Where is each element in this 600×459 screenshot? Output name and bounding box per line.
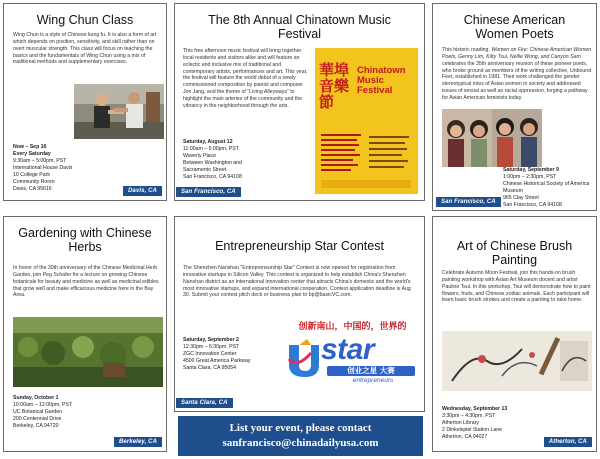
event-title: The 8th Annual Chinatown Music Festival (208, 13, 391, 41)
event-address: Sacramento Street (183, 166, 227, 173)
event-time: 3:30pm – 4:30pm, PST (442, 412, 496, 419)
event-address: 4500 Great America Parkway (183, 357, 251, 364)
event-description: This free afternoon music festival will bring together local residents and visitors alike and will feature an eclectic and inclusive mix of traditional and contemporary artists, performances and art. This year, the festival will feature the world debut of a newly commissioned composition by pianist and composer Jon Jang, and the theme of "Living Alleyways" to highlight the main arteries of the community and the vibrancy in the neighborhood through the arts. (183, 48, 308, 109)
event-address: Davis, CA 95616 (13, 185, 52, 192)
event-venue: Chinese Historical Society of America Museum (503, 180, 590, 194)
poets-photo-collage (442, 109, 542, 167)
event-card-chinatown-festival (174, 3, 425, 201)
herb-garden-photo (13, 317, 163, 387)
event-time: 12:30pm – 6:30pm, PST (183, 343, 240, 350)
city-tag: Atherton, CA (544, 437, 592, 447)
event-title: Entrepreneurship Star Contest (215, 239, 384, 253)
event-venue: ZGC Innovation Center (183, 350, 237, 357)
event-time: 1:00pm – 2:30pm, PST (503, 173, 557, 180)
city-tag: Berkeley, CA (114, 437, 162, 447)
event-venue: International House Davis (13, 164, 73, 171)
contact-line: List your event, please contact (229, 422, 372, 434)
event-title: Art of Chinese Brush Painting (456, 239, 573, 267)
logo-chinese-subtitle: 创业之星 大赛 (327, 366, 415, 376)
logo-star-word: star (321, 333, 375, 366)
city-tag: Davis, CA (123, 186, 162, 196)
event-card-entrepreneurship (174, 216, 425, 412)
event-schedule (503, 167, 595, 209)
event-address: Atherton, CA 94027 (442, 433, 488, 440)
event-description: In honor of the 30th anniversary of the Chinese Medicinal Herb Garden, join Peg Schafer for a lecture on growing Chinese botanicals for beauty and medicine as well as medicinal edibles that grow well and make efficacious medicine here in the Bay Area. (13, 265, 159, 299)
contact-banner (178, 416, 423, 456)
contact-email-link[interactable]: sanfrancisco@chinadailyusa.com (222, 437, 379, 449)
event-date: Wednesday, September 13 (442, 406, 508, 412)
event-address: Santa Clara, CA 95054 (183, 364, 237, 371)
event-schedule (183, 337, 288, 372)
event-time: 9:30am – 5:00pm, PST (13, 157, 67, 164)
festival-poster (315, 48, 418, 194)
event-description: Wing Chun is a style of Chinese kung fu. It is also a form of art which depends on position, sensitivity, and skill rather than on overt muscular strength. This class will focus on teaching the basics and the fundamentals of Wing Chun using a mix of traditional methods and supplementary exercises. (13, 32, 157, 66)
poster-chinese-title: 華埠音樂節 (319, 61, 350, 111)
event-schedule (183, 139, 313, 181)
event-date: Saturday, August 12 (183, 139, 233, 145)
event-address: Between Washington and (183, 159, 242, 166)
event-card-women-poets (432, 3, 597, 211)
event-address: 200 Centennial Drive (13, 415, 62, 422)
event-time: 10:00am – 12:00pm, PST (13, 401, 73, 408)
event-description: Celebrate Autumn Moon Festival, join this hands-on brush painting workshop with Asian Art Museum docent and artist Pauline Tsui. In this workshop, Tsui will demonstrate how to paint flowers, fruits, and Chinese zodiac animals. Each participant will learn basic brush strokes and create a painting to take home. (442, 270, 591, 304)
event-date-range: Now – Sep 16 (13, 144, 47, 150)
city-tag: Santa Clara, CA (176, 398, 233, 408)
event-schedule (442, 406, 562, 441)
city-tag: San Francisco, CA (436, 197, 501, 207)
city-tag: San Francisco, CA (176, 187, 241, 197)
event-title: Chinese American Women Poets (463, 13, 566, 41)
logo-english-subtitle: entrepreneurs (352, 377, 394, 384)
event-address: Community Room (13, 178, 55, 185)
brush-painting-photo (442, 331, 592, 391)
event-description (442, 47, 592, 102)
event-address: Berkeley, CA 94720 (13, 422, 59, 429)
event-venue: Waverly Place (183, 152, 216, 159)
event-address: 10 College Park (13, 171, 50, 178)
wing-chun-photo (74, 84, 164, 139)
description-text: celebrates the 35th anniversary reunion of these pioneer poets, who broke ground as members of the writing collective, Unbound Feet, established in 1981. Their work challenged the gender stereotypical roles of Asian women in society and addressed issues of sexual as well as racial oppression, forging a pathway for Asian American feminists today. (442, 60, 592, 102)
star-contest-logo (285, 319, 420, 399)
event-venue: Atherton Library (442, 419, 479, 426)
event-card-brush-painting (432, 216, 597, 452)
logo-slogan: 创新南山，中国的，世界的 (298, 322, 407, 332)
event-frequency: Every Saturday (13, 150, 51, 157)
event-address: 2 Dinkelspiel Station Lane (442, 426, 502, 433)
event-title: Wing Chun Class (36, 13, 134, 27)
star-logo-mark (287, 339, 321, 379)
event-card-wing-chun (3, 3, 167, 201)
event-card-gardening (3, 216, 167, 452)
event-date: Saturday, September 9 (503, 167, 559, 173)
event-address: San Francisco, CA 94108 (183, 173, 242, 180)
event-description: The Shenzhen Nanshan "Entrepreneurship Star" Contest is now opened for registration from innovative startups in Silicon Valley. This contest is organized to help establish China's Shenzhen Nanshan district as an international innovation center that attracts China's domestic and the world's most innovative startups, and expand international cooperation. Contest application deadline is Aug 30. Submit your contest pitch deck or business plan to bp@basicVC.com. (183, 265, 411, 299)
event-schedule (13, 395, 133, 430)
event-address: 965 Clay Street (503, 194, 539, 201)
event-schedule (13, 144, 133, 193)
event-venue: UC Botanical Garden (13, 408, 63, 415)
poster-english-title: Chinatown Music Festival (357, 65, 406, 96)
description-reading-title: Women on Fire: Chinese American Women Poets, Genny Lim, Kitty Tsui, Nellie Wong, and Canyon Sam (442, 47, 592, 60)
event-time: 11:00am – 5:00pm, PST (183, 145, 239, 152)
event-address: San Francisco, CA 94108 (503, 201, 562, 208)
event-title: Gardening with Chinese Herbs (18, 226, 152, 254)
description-text: This historic reading, (442, 47, 492, 53)
event-date: Sunday, October 1 (13, 395, 59, 401)
event-date: Saturday, September 2 (183, 337, 239, 343)
